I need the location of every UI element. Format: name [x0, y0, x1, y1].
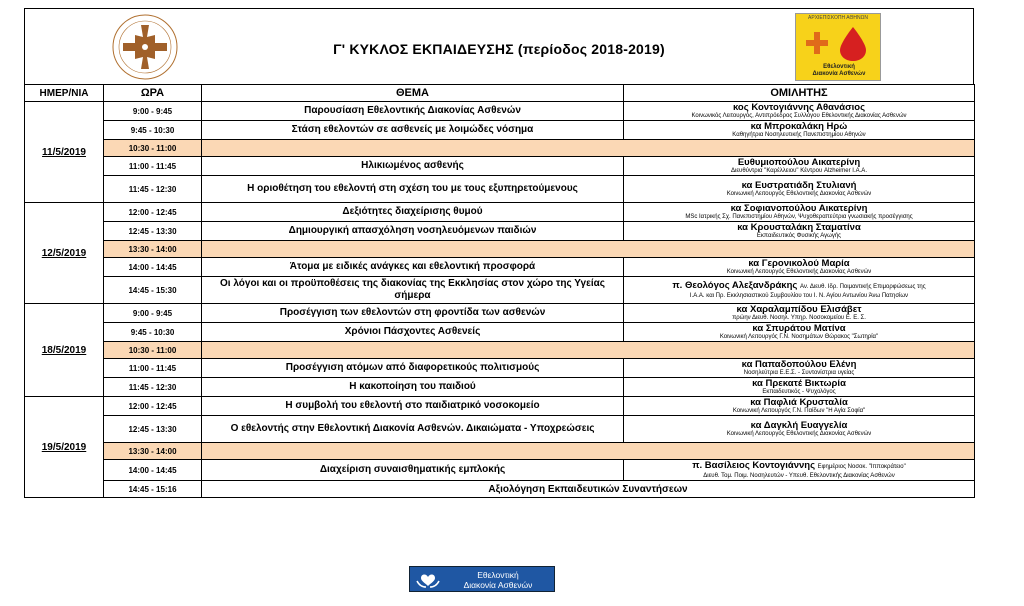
speaker-name: κος Κοντογιάννης Αθανάσιος — [732, 102, 866, 113]
speaker-role: Εκπαιδευτικός Φυσικής Αγωγής — [756, 233, 842, 239]
session-topic: Στάση εθελοντών σε ασθενείς με λοιμώδες νόσημα — [202, 121, 624, 140]
session-speaker — [624, 397, 975, 416]
page-title: Γ' ΚΥΚΛΟΣ ΕΚΠΑΙΔΕΥΣΗΣ (περίοδος 2018-2019) — [333, 41, 665, 57]
hands-heart-icon — [416, 572, 440, 588]
table-row — [25, 460, 975, 481]
session-speaker — [624, 277, 975, 304]
col-header-topic: ΘΕΜΑ — [202, 85, 624, 102]
session-time: 11:45 - 12:30 — [104, 378, 202, 397]
speaker-name: κα Ευστρατιάδη Στυλιανή — [741, 180, 857, 191]
schedule-table — [24, 84, 975, 498]
table-row — [25, 157, 975, 176]
speaker-role: Διευθ. Τομ. Ποιμ. Νοσηλευτών - Υπευθ. Εθελοντικής Διακονίας Ασθενών — [703, 473, 895, 479]
session-topic: Δεξιότητες διαχείρισης θυμού — [202, 203, 624, 222]
session-topic: Προσέγγιση των εθελοντών στη φροντίδα των ασθενών — [202, 304, 624, 323]
col-header-speaker: ΟΜΙΛΗΤΗΣ — [624, 85, 975, 102]
speaker-name: κα Κρουσταλάκη Σταματίνα — [737, 222, 861, 233]
session-topic: Η κακοποίηση του παιδιού — [202, 378, 624, 397]
break-row — [25, 241, 975, 258]
session-time: 14:45 - 15:30 — [104, 277, 202, 304]
table-row — [25, 416, 975, 443]
session-time: 12:00 - 12:45 — [104, 203, 202, 222]
session-time: 12:45 - 13:30 — [104, 416, 202, 443]
speaker-role: MSc Ιατρικής Σχ. Πανεπιστημίου Αθηνών, Ψυχοθεραπεύτρια γνωσιακής προσέγγισης — [685, 214, 913, 220]
table-row — [25, 378, 975, 397]
session-speaker — [624, 378, 975, 397]
volunteer-ministry-logo — [795, 13, 881, 81]
speaker-name: π. Θεολόγος Αλεξανδράκης — [672, 280, 798, 291]
session-time: 9:45 - 10:30 — [104, 323, 202, 342]
table-row — [25, 222, 975, 241]
speaker-role: Κοινωνική Λειτουργός Γ.Ν. Παίδων "Η Αγία Σοφία" — [732, 408, 866, 414]
session-time: 9:00 - 9:45 — [104, 102, 202, 121]
session-topic: Προσέγγιση ατόμων από διαφορετικούς πολιτισμούς — [202, 359, 624, 378]
speaker-name: κα Παπαδοπούλου Ελένη — [741, 359, 857, 370]
speaker-name: κα Χαραλαμπίδου Ελισάβετ — [736, 304, 862, 315]
speaker-name: κα Μπροκαλάκη Ηρώ — [750, 121, 848, 132]
schedule-body — [25, 102, 975, 498]
schedule-sheet — [24, 8, 974, 498]
header-row — [25, 85, 975, 102]
session-speaker — [624, 121, 975, 140]
speaker-name-line — [626, 460, 972, 473]
session-speaker — [624, 176, 975, 203]
session-speaker — [624, 258, 975, 277]
speaker-role: πρώην Διευθ. Νοσηλ. Υπηρ. Νοσοκομείου Ε. Ε. Σ. — [732, 315, 866, 321]
table-row — [25, 102, 975, 121]
table-row — [25, 277, 975, 304]
speaker-name: κα Σοφιανοπούλου Αικατερίνη — [730, 203, 868, 214]
speaker-name: κα Πρεκατέ Βικτωρία — [752, 378, 846, 389]
session-topic: Διαχείριση συναισθηματικής εμπλοκής — [202, 460, 624, 481]
break-fill — [202, 342, 975, 359]
break-time: 10:30 - 11:00 — [104, 140, 202, 157]
session-time: 9:45 - 10:30 — [104, 121, 202, 140]
session-speaker — [624, 416, 975, 443]
speaker-role: Κοινωνική Λειτουργός Εθελοντικής Διακονίας Ασθενών — [726, 269, 872, 275]
speaker-role: Διευθύντρια "Καρέλλειου" Κέντρου Alzheimer Ι.Α.Α. — [731, 168, 867, 174]
speaker-role-inline: Εφημέριος Νοσοκ. "Ιπποκράτειο" — [817, 464, 906, 470]
speaker-role: Καθηγήτρια Νοσηλευτικής Πανεπιστημίου Αθηνών — [732, 132, 866, 138]
day-date: 12/5/2019 — [25, 203, 104, 304]
break-time: 10:30 - 11:00 — [104, 342, 202, 359]
table-row — [25, 176, 975, 203]
table-row — [25, 304, 975, 323]
table-row — [25, 203, 975, 222]
speaker-name: κα Γερονικολού Μαρία — [748, 258, 850, 269]
table-row — [25, 397, 975, 416]
table-row — [25, 323, 975, 342]
blood-drop-icon — [838, 26, 868, 62]
session-speaker — [624, 304, 975, 323]
session-topic: Η οριοθέτηση του εθελοντή στη σχέση του με τους εξυπηρετούμενους — [202, 176, 624, 203]
logo-caption: ΑΡΧΙΕΠΙΣΚΟΠΗ ΑΘΗΝΩΝ — [808, 15, 868, 21]
speaker-role: Κοινωνική Λειτουργός Γ.Ν. Νοσημάτων Θώρακος "Σωτηρία" — [719, 334, 879, 340]
session-topic: Παρουσίαση Εθελοντικής Διακονίας Ασθενών — [202, 102, 624, 121]
speaker-role: Κοινωνική Λειτουργός Εθελοντικής Διακονίας Ασθενών — [726, 431, 872, 437]
session-topic: Χρόνιοι Πάσχοντες Ασθενείς — [202, 323, 624, 342]
session-topic: Ο εθελοντής στην Εθελοντική Διακονία Ασθενών. Δικαιώματα - Υποχρεώσεις — [202, 416, 624, 443]
session-time: 12:45 - 13:30 — [104, 222, 202, 241]
break-time: 13:30 - 14:00 — [104, 241, 202, 258]
session-topic: Άτομα με ειδικές ανάγκες και εθελοντική προσφορά — [202, 258, 624, 277]
session-time: 11:45 - 12:30 — [104, 176, 202, 203]
speaker-role: Εκπαιδευτικός - Ψυχολόγος — [762, 389, 836, 395]
logo-label: Εθελοντική Διακονία Ασθενών — [812, 64, 866, 77]
day-date: 11/5/2019 — [25, 102, 104, 203]
session-time: 9:00 - 9:45 — [104, 304, 202, 323]
table-row — [25, 258, 975, 277]
speaker-role: Νοσηλεύτρια Ε.Ε.Σ. - Συντονίστρια υγείας — [743, 370, 855, 376]
session-time: 12:00 - 12:45 — [104, 397, 202, 416]
break-fill — [202, 140, 975, 157]
session-topic: Δημιουργική απασχόληση νοσηλευόμενων παιδιών — [202, 222, 624, 241]
speaker-role: Κοινωνικός Λειτουργός, Αντιπρόεδρος Συλλόγου Εθελοντικής Διακονίας Ασθενών — [691, 113, 907, 119]
day-date: 19/5/2019 — [25, 397, 104, 498]
speaker-name: Ευθυμιοπούλου Αικατερίνη — [737, 157, 861, 168]
session-speaker — [624, 323, 975, 342]
break-time: 13:30 - 14:00 — [104, 443, 202, 460]
break-fill — [202, 443, 975, 460]
table-row — [25, 359, 975, 378]
session-speaker — [624, 359, 975, 378]
break-row — [25, 443, 975, 460]
session-speaker — [624, 460, 975, 481]
speaker-name: κα Σπυράτου Ματίνα — [752, 323, 846, 334]
col-header-time: ΩΡΑ — [104, 85, 202, 102]
break-row — [25, 342, 975, 359]
session-time: 14:00 - 14:45 — [104, 258, 202, 277]
speaker-name-line — [626, 280, 972, 293]
break-row — [25, 140, 975, 157]
speaker-name: κα Παφλιά Κρυσταλία — [750, 397, 848, 408]
session-topic: Οι λόγοι και οι προϋποθέσεις της διακονίας της Εκκλησίας στον χώρο της Υγείας σήμερα — [202, 277, 624, 304]
session-time: 11:00 - 11:45 — [104, 157, 202, 176]
footer-logo-text: Εθελοντική Διακονία Ασθενών — [463, 570, 533, 590]
cross-icon — [806, 32, 828, 54]
header — [24, 8, 974, 84]
session-speaker — [624, 222, 975, 241]
col-header-date: ΗΜΕΡ/ΝΙΑ — [25, 85, 104, 102]
speaker-role: Κοινωνική Λειτουργός Εθελοντικής Διακονίας Ασθενών — [726, 191, 872, 197]
speaker-role: Ι.Α.Α. και Πρ. Εκκλησιαστικού Συμβουλίου του Ι. Ν. Αγίου Αντωνίου Άνω Πατησίων — [689, 293, 909, 299]
speaker-role-inline: Αν. Διευθ. Ιδρ. Ποιμαντικής Επιμορφώσεως της — [799, 284, 926, 290]
table-row — [25, 121, 975, 140]
speaker-name: π. Βασίλειος Κοντογιάννης — [692, 460, 816, 471]
session-topic: Η συμβολή του εθελοντή στο παιδιατρικό νοσοκομείο — [202, 397, 624, 416]
session-time: 14:45 - 15:16 — [104, 481, 202, 498]
footer-logo — [409, 566, 555, 592]
break-fill — [202, 241, 975, 258]
session-topic: Ηλικιωμένος ασθενής — [202, 157, 624, 176]
session-speaker — [624, 203, 975, 222]
session-time: 11:00 - 11:45 — [104, 359, 202, 378]
speaker-name: κα Δαγκλή Ευαγγελία — [750, 420, 848, 431]
session-time: 14:00 - 14:45 — [104, 460, 202, 481]
session-speaker — [624, 102, 975, 121]
final-row — [25, 481, 975, 498]
day-date: 18/5/2019 — [25, 304, 104, 397]
session-speaker — [624, 157, 975, 176]
final-topic: Αξιολόγηση Εκπαιδευτικών Συναντήσεων — [202, 481, 975, 498]
